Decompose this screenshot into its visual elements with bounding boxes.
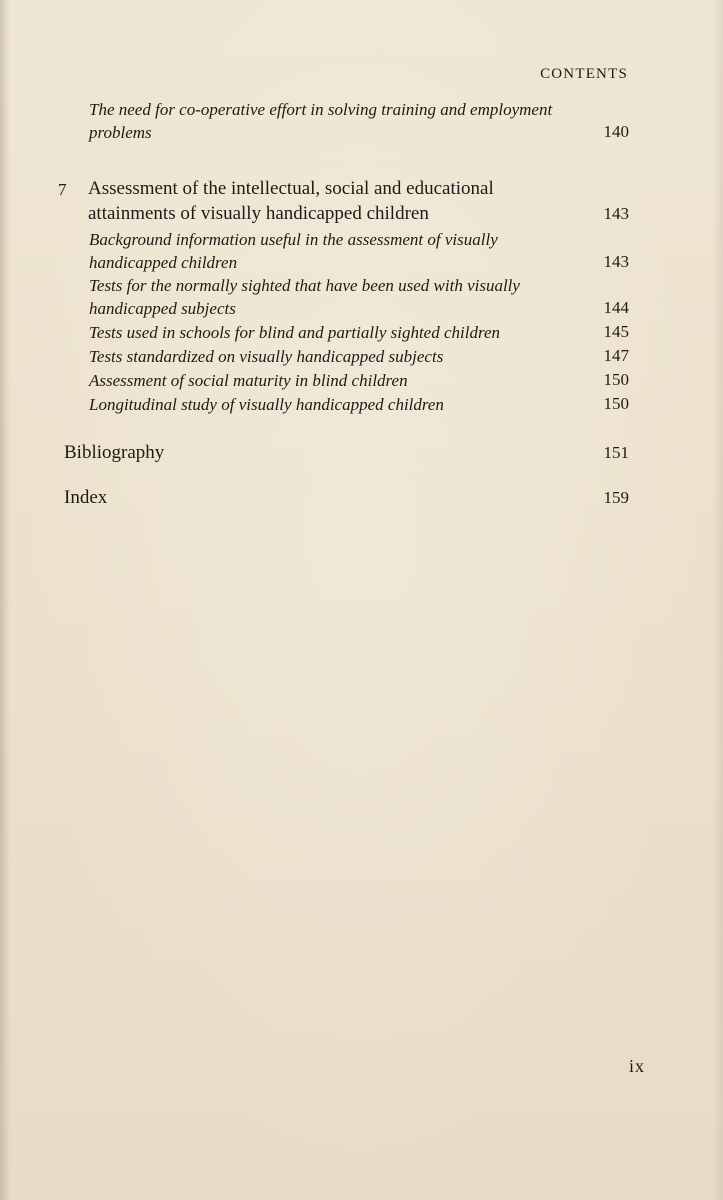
toc-entry-title: Index <box>64 487 108 508</box>
running-head: CONTENTS <box>540 66 628 82</box>
toc-entry-title: Tests for the normally sighted that have been used with visually handicapped subjects <box>89 276 520 318</box>
toc-entry-cooperative-effort <box>64 98 629 144</box>
page-folio: ix <box>628 1056 645 1076</box>
toc-entry-index <box>64 485 629 510</box>
toc-entry-longitudinal-study <box>64 392 629 416</box>
page-edge-shadow-left <box>0 0 10 1200</box>
toc-entry-page-number: 147 <box>603 346 629 365</box>
toc-entry-page-number: 150 <box>603 394 629 413</box>
table-of-contents <box>58 98 629 510</box>
toc-chapter-title: Assessment of the intellectual, social and educational attainments of visually handicapped children <box>88 178 494 224</box>
toc-entry-background-information <box>64 228 629 274</box>
toc-entry-page-number: 151 <box>603 443 629 462</box>
toc-entry-title: Assessment of social maturity in blind children <box>89 371 408 390</box>
toc-entry-page-number: 140 <box>603 122 629 141</box>
toc-entry-title: Tests used in schools for blind and partially sighted children <box>89 323 500 342</box>
toc-entry-page-number: 150 <box>603 370 629 389</box>
toc-entry-page-number: 145 <box>603 322 629 341</box>
chapter-number: 7 <box>58 180 67 199</box>
toc-entry-bibliography <box>64 440 629 465</box>
page-edge-shadow-right <box>713 0 723 1200</box>
toc-entry-page-number: 159 <box>603 488 629 507</box>
toc-entry-page-number: 143 <box>603 252 629 271</box>
toc-entry-social-maturity <box>64 368 629 392</box>
toc-entry-title: Background information useful in the assessment of visually handicapped children <box>89 230 498 272</box>
toc-chapter-7 <box>58 176 629 226</box>
toc-entry-title: The need for co-operative effort in solving training and employment problems <box>89 100 553 142</box>
toc-entry-tests-standardized <box>64 344 629 368</box>
toc-entry-title: Longitudinal study of visually handicapped children <box>89 395 444 414</box>
toc-entry-title: Bibliography <box>64 442 165 463</box>
toc-entry-page-number: 143 <box>603 204 629 223</box>
toc-entry-tests-normally-sighted <box>64 274 629 320</box>
toc-entry-title: Tests standardized on visually handicapped subjects <box>89 347 444 366</box>
toc-entry-page-number: 144 <box>603 298 629 317</box>
toc-entry-tests-schools <box>64 320 629 344</box>
